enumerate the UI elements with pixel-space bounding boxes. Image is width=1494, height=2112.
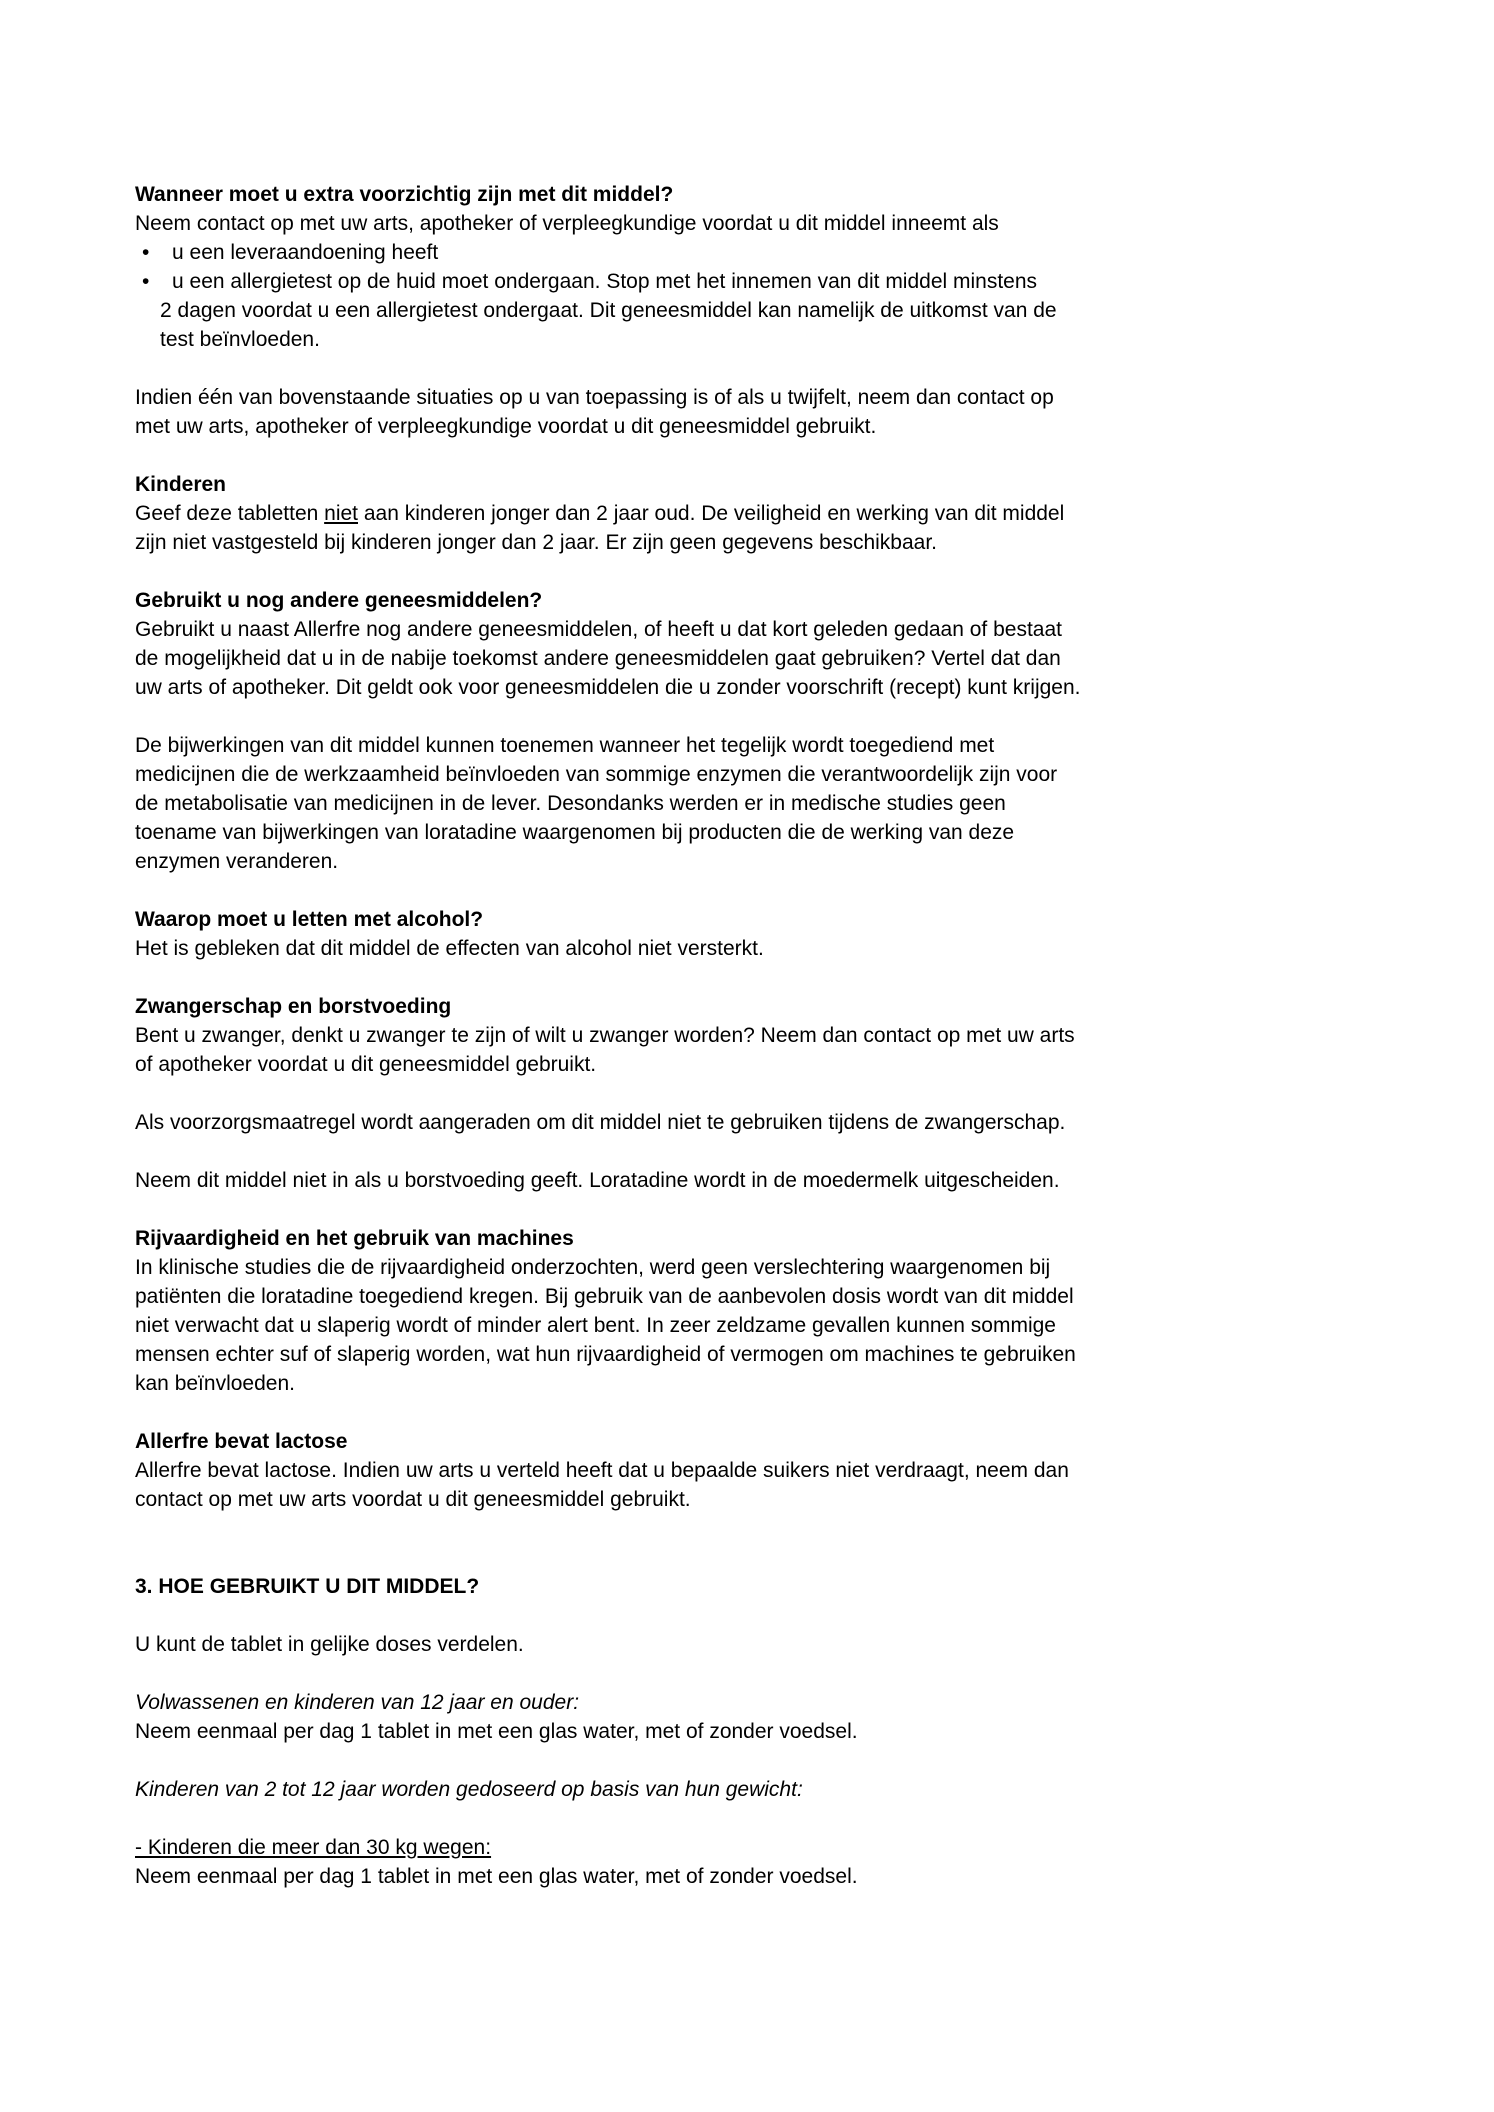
bullet-text: u een leveraandoening heeft	[172, 241, 439, 264]
paragraph-line: In klinische studies die de rijvaardigheid onderzochten, werd geen verslechtering waargenomen bij	[135, 1256, 1051, 1279]
paragraph-line: met uw arts, apotheker of verpleegkundige voordat u dit geneesmiddel gebruikt.	[135, 415, 877, 438]
bullet-text: test beïnvloeden.	[160, 328, 320, 351]
subheading-kinderen-2-12	[135, 1775, 1035, 1804]
paragraph-line: U kunt de tablet in gelijke doses verdelen.	[135, 1633, 524, 1656]
paragraph-line: enzymen veranderen.	[135, 850, 339, 873]
section-alcohol	[135, 905, 1035, 963]
paragraph-line: Als voorzorgsmaatregel wordt aangeraden om dit middel niet te gebruiken tijdens de zwangerschap.	[135, 1111, 1066, 1134]
bullet-text: 2 dagen voordat u een allergietest ondergaat. Dit geneesmiddel kan namelijk de uitkomst van de	[160, 299, 1057, 322]
paragraph-line: niet verwacht dat u slaperig wordt of minder alert bent. In zeer zeldzame gevallen kunnen sommige	[135, 1314, 1056, 1337]
section-heading-voorzichtig: Wanneer moet u extra voorzichtig zijn met dit middel?	[135, 183, 674, 206]
bullet-item-allergietest	[135, 267, 1057, 354]
section-heading-kinderen: Kinderen	[135, 473, 227, 496]
section-heading-zwangerschap: Zwangerschap en borstvoeding	[135, 995, 452, 1018]
paragraph-line: Neem eenmaal per dag 1 tablet in met een glas water, met of zonder voedsel.	[135, 1720, 858, 1743]
paragraph-line: toename van bijwerkingen van loratadine waargenomen bij producten die de werking van deze	[135, 821, 1015, 844]
paragraph-line: Gebruikt u naast Allerfre nog andere geneesmiddelen, of heeft u dat kort geleden gedaan of bestaat	[135, 618, 1062, 641]
paragraph-line: de mogelijkheid dat u in de nabije toekomst andere geneesmiddelen gaat gebruiken? Vertel dat dan	[135, 647, 1061, 670]
paragraph-line	[135, 499, 1065, 528]
paragraph-line: contact op met uw arts voordat u dit geneesmiddel gebruikt.	[135, 1488, 691, 1511]
subheading-line: Kinderen van 2 tot 12 jaar worden gedoseerd op basis van hun gewicht:	[135, 1778, 803, 1801]
paragraph-line: Het is gebleken dat dit middel de effecten van alcohol niet versterkt.	[135, 937, 764, 960]
chapter-heading-3: 3. HOE GEBRUIKT U DIT MIDDEL?	[135, 1575, 480, 1598]
paragraph-line: de metabolisatie van medicijnen in de lever. Desondanks werden er in medische studies geen	[135, 792, 1006, 815]
section-voorzichtig	[135, 180, 1057, 354]
bullet-icon: •	[142, 241, 150, 264]
paragraph-borstvoeding	[135, 1166, 1060, 1195]
paragraph-line: patiënten die loratadine toegediend kregen. Bij gebruik van de aanbevolen dosis wordt van dit middel	[135, 1285, 1074, 1308]
section-rijvaardigheid	[135, 1224, 1076, 1398]
paragraph-line: Neem eenmaal per dag 1 tablet in met een glas water, met of zonder voedsel.	[135, 1865, 858, 1888]
paragraph-voorzorg	[135, 1108, 1066, 1137]
bullet-icon: •	[142, 270, 150, 293]
paragraph-doses	[135, 1630, 1035, 1659]
paragraph-line: Indien één van bovenstaande situaties op u van toepassing is of als u twijfelt, neem dan contact op	[135, 386, 1054, 409]
paragraph-line: Neem contact op met uw arts, apotheker of verpleegkundige voordat u dit middel inneemt als	[135, 212, 999, 235]
section-zwangerschap	[135, 992, 1075, 1079]
paragraph-line: zijn niet vastgesteld bij kinderen jonger dan 2 jaar. Er zijn geen gegevens beschikbaar.	[135, 531, 938, 554]
section-andere-geneesmiddelen	[135, 586, 1081, 702]
text-segment: Geef deze tabletten	[135, 502, 325, 525]
paragraph-line: Allerfre bevat lactose. Indien uw arts u verteld heeft dat u bepaalde suikers niet verdraagt, neem dan	[135, 1459, 1069, 1482]
paragraph-line: Bent u zwanger, denkt u zwanger te zijn of wilt u zwanger worden? Neem dan contact op met uw arts	[135, 1024, 1075, 1047]
section-kinderen	[135, 470, 1065, 557]
section-heading-rijvaardigheid: Rijvaardigheid en het gebruik van machines	[135, 1227, 574, 1250]
subheading-volwassenen: Volwassenen en kinderen van 12 jaar en ouder:	[135, 1691, 580, 1714]
subsection-volwassenen	[135, 1688, 1035, 1746]
text-segment: aan kinderen jonger dan 2 jaar oud. De veiligheid en werking van dit middel	[358, 502, 1065, 525]
paragraph-line: De bijwerkingen van dit middel kunnen toenemen wanneer het tegelijk wordt toegediend met	[135, 734, 995, 757]
section-lactose	[135, 1427, 1069, 1514]
paragraph-line: Neem dit middel niet in als u borstvoeding geeft. Loratadine wordt in de moedermelk uitgescheiden.	[135, 1169, 1060, 1192]
paragraph-line: uw arts of apotheker. Dit geldt ook voor geneesmiddelen die u zonder voorschrift (recept) kunt krijgen.	[135, 676, 1081, 699]
section-heading-lactose: Allerfre bevat lactose	[135, 1430, 348, 1453]
subheading-meer-dan-30kg: - Kinderen die meer dan 30 kg wegen:	[135, 1836, 492, 1859]
underlined-word: niet	[324, 502, 358, 525]
subsection-meer-dan-30kg	[135, 1833, 1035, 1891]
section-heading-andere: Gebruikt u nog andere geneesmiddelen?	[135, 589, 543, 612]
paragraph-line: mensen echter suf of slaperig worden, wat hun rijvaardigheid of vermogen om machines te gebruiken	[135, 1343, 1076, 1366]
paragraph-line: kan beïnvloeden.	[135, 1372, 295, 1395]
bullet-text: u een allergietest op de huid moet ondergaan. Stop met het innemen van dit middel minstens	[172, 270, 1038, 293]
paragraph-indien	[135, 383, 1054, 441]
paragraph-bijwerkingen	[135, 731, 1058, 876]
bullet-item-lever	[135, 238, 1035, 267]
paragraph-line: of apotheker voordat u dit geneesmiddel gebruikt.	[135, 1053, 597, 1076]
paragraph-line: medicijnen die de werkzaamheid beïnvloeden van sommige enzymen die verantwoordelijk zijn voor	[135, 763, 1058, 786]
section-heading-alcohol: Waarop moet u letten met alcohol?	[135, 908, 484, 931]
section-hoe-gebruikt	[135, 1572, 1035, 1601]
